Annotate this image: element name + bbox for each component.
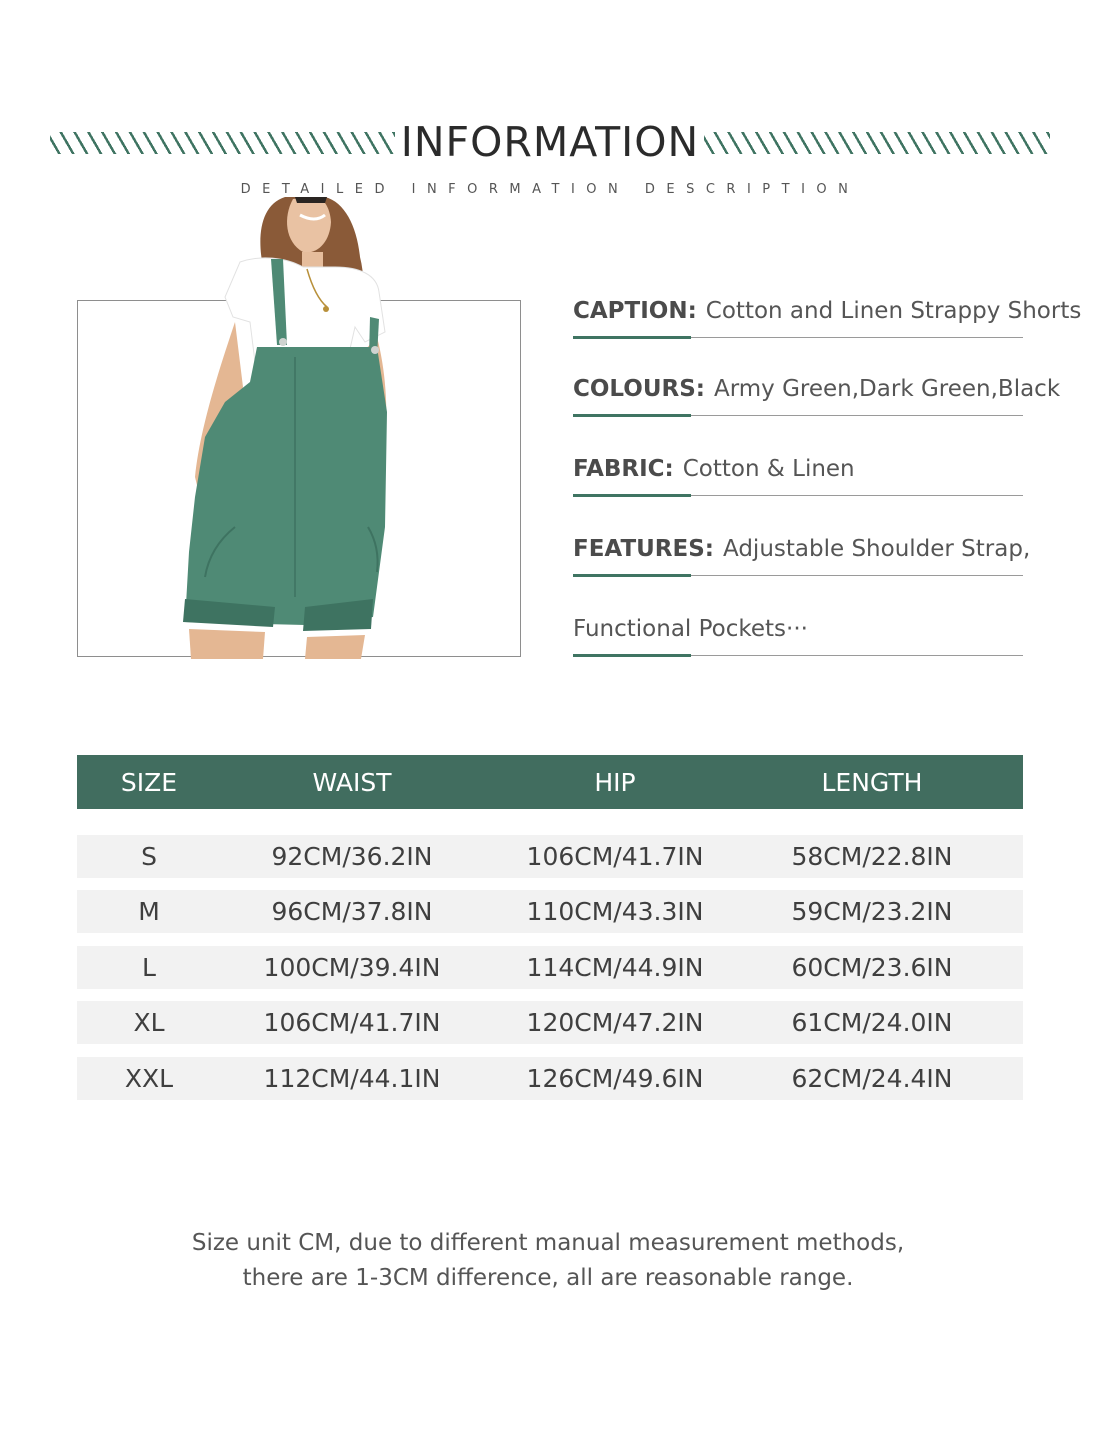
info-row-caption <box>573 296 1082 348</box>
info-value: Functional Pockets··· <box>573 616 808 642</box>
info-value: Adjustable Shoulder Strap, <box>723 536 1031 562</box>
table-row <box>77 890 1023 933</box>
info-value: Army Green,Dark Green,Black <box>713 376 1061 402</box>
accent-underline <box>573 494 691 497</box>
cell-size: S <box>141 842 157 871</box>
info-value: Cotton & Linen <box>682 456 855 482</box>
cell-size: M <box>138 897 160 926</box>
table-row <box>77 835 1023 878</box>
product-photo <box>165 197 425 659</box>
cell-length: 59CM/23.2IN <box>791 897 953 926</box>
info-row-colours <box>573 374 1061 426</box>
info-row-features <box>573 534 1031 586</box>
cell-length: 61CM/24.0IN <box>791 1008 953 1037</box>
header-hip: HIP <box>594 767 636 797</box>
section-subtitle: DETAILED INFORMATION DESCRIPTION <box>240 182 860 197</box>
cell-length: 62CM/24.4IN <box>791 1064 953 1093</box>
header-size: SIZE <box>120 767 178 797</box>
info-label: FABRIC: <box>573 456 674 482</box>
note-line-1: Size unit CM, due to different manual measurement methods, <box>191 1230 905 1256</box>
title-hatch-left <box>50 132 395 154</box>
cell-hip: 114CM/44.9IN <box>526 953 704 982</box>
title-hatch-right <box>704 132 1050 154</box>
cell-hip: 106CM/41.7IN <box>526 842 704 871</box>
cell-waist: 106CM/41.7IN <box>263 1008 441 1037</box>
cell-size: XXL <box>124 1064 174 1093</box>
cell-waist: 100CM/39.4IN <box>263 953 441 982</box>
cell-waist: 112CM/44.1IN <box>263 1064 441 1093</box>
table-row <box>77 1001 1023 1044</box>
cell-length: 60CM/23.6IN <box>791 953 953 982</box>
cell-hip: 126CM/49.6IN <box>526 1064 704 1093</box>
cell-size: XL <box>133 1008 165 1037</box>
table-row <box>77 946 1023 989</box>
note-line-2: there are 1-3CM difference, all are reasonable range. <box>242 1265 854 1291</box>
info-row-fabric <box>573 454 1023 506</box>
cell-hip: 110CM/43.3IN <box>526 897 704 926</box>
info-label: CAPTION: <box>573 298 697 324</box>
cell-hip: 120CM/47.2IN <box>526 1008 704 1037</box>
cell-waist: 96CM/37.8IN <box>271 897 433 926</box>
page-title: INFORMATION <box>400 118 700 166</box>
header-length: LENGTH <box>821 767 923 797</box>
table-header <box>77 755 1023 809</box>
header-waist: WAIST <box>312 767 392 797</box>
cell-size: L <box>142 953 156 982</box>
accent-underline <box>573 654 691 657</box>
cell-waist: 92CM/36.2IN <box>271 842 433 871</box>
measurement-note <box>0 1226 1096 1296</box>
info-label: FEATURES: <box>573 536 714 562</box>
size-table <box>77 755 1023 1093</box>
cell-length: 58CM/22.8IN <box>791 842 953 871</box>
accent-underline <box>573 574 691 577</box>
accent-underline <box>573 336 691 339</box>
table-row <box>77 1057 1023 1100</box>
info-value: Cotton and Linen Strappy Shorts <box>705 298 1082 324</box>
info-label: COLOURS: <box>573 376 705 402</box>
accent-underline <box>573 414 691 417</box>
info-row-features-cont <box>573 614 1023 666</box>
